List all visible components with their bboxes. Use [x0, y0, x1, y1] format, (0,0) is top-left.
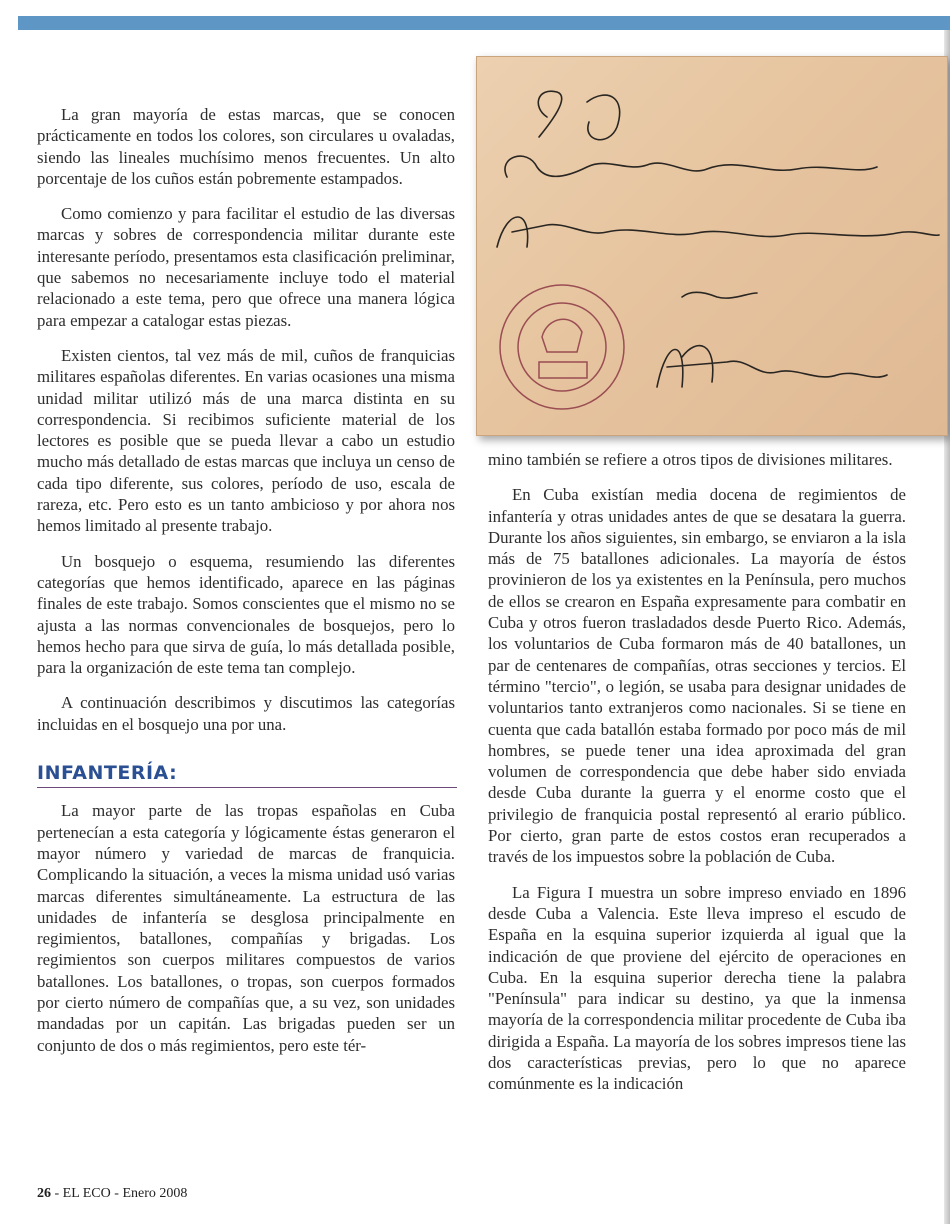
military-envelope-figure: [476, 56, 948, 436]
right-column: [488, 449, 906, 1109]
paragraph: Como comienzo y para facilitar el estudio de las diversas marcas y sobres de correspondencia militar durante este interesante período, presentamos esta clasificación preliminar, que sabemos no necesariamente incluye todo el material relacionado a este tema, pero que ofrece una manera lógica para empezar a catalogar estas piezas.: [37, 204, 455, 330]
paragraph: A continuación describimos y discutimos las categorías incluidas en el bosquejo una por una.: [37, 693, 455, 734]
handwriting-stroke: [682, 292, 757, 298]
handwriting-stroke: [587, 95, 620, 140]
top-color-bar: [18, 16, 950, 30]
paragraph: mino también se refiere a otros tipos de divisiones militares.: [488, 450, 893, 469]
paragraph: La gran mayoría de estas marcas, que se conocen prácticamente en todos los colores, son circulares u ovaladas, siendo las lineales muchísimo menos frecuentes. Un alto porcentaje de los cuños están pobremente estampados.: [37, 105, 455, 188]
page-number: 26: [37, 1186, 51, 1201]
paragraph: La mayor parte de las tropas españolas en Cuba pertenecían a esta categoría y lógicamente éstas generaron el mayor número y variedad de marcas de franquicia. Complicando la situación, a veces la misma unidad usó varias marcas diferentes simultáneamente. La estructura de las unidades de infantería se desglosa principalmente en regimientos, batallones, compañías y brigadas. Los regimientos son cuerpos militares compuestos de varios batallones. Los batallones, o tropas, son cuerpos formados por cierto número de compañías que, a su vez, son unidades mandadas por un capitán. Las brigadas pueden ser un conjunto de dos o más regimientos, pero este tér-: [37, 801, 455, 1055]
page-footer: [37, 1186, 187, 1202]
paragraph: Un bosquejo o esquema, resumiendo las diferentes categorías que hemos identificado, aparece en las páginas finales de este trabajo. Somos conscientes que el mismo no se ajusta a las normas convencionales de bosquejos, pero lo hemos hecho para que sirva de guía, lo más detallada posible, para la organización de este tema tan complejo.: [37, 551, 455, 678]
handwriting-stroke: [497, 217, 939, 247]
paragraph: Existen cientos, tal vez más de mil, cuños de franquicias militares españolas diferentes. En varias ocasiones una misma unidad militar utilizó más de una marca distinta en su correspondencia. Si recibimos suficiente material de los lectores es posible que se pueda llevar a cabo un estudio mucho más detallado de estas marcas que incluya un censo de cada tipo diferente, sus colores, período de uso, escala de rareza, etc. Pero esto es un tanto ambicioso y por ahora nos hemos limitado al presente trabajo.: [37, 345, 455, 536]
envelope-artwork: [477, 57, 947, 435]
section-heading-infanteria: INFANTERÍA:: [37, 763, 457, 788]
paragraph: La Figura I muestra un sobre impreso enviado en 1896 desde Cuba a Valencia. Este lleva impreso el escudo de España en la esquina superior izquierda al igual que la indicación de que proviene del ejército de operaciones en Cuba. En la esquina superior derecha tiene la palabra "Península" para indicar su destino, ya que la inmensa mayoría de la correspondencia militar procedente de Cuba iba dirigida a España. La mayoría de los sobres impresos tiene las dos características previas, pero lo que no aparece comúnmente es la indicación: [488, 882, 906, 1094]
regiment-stamp: [500, 285, 624, 409]
handwriting-stroke: [657, 346, 887, 387]
publication-name: EL ECO: [62, 1186, 111, 1201]
issue-date: Enero 2008: [122, 1186, 188, 1201]
handwriting-stroke: [505, 156, 877, 177]
handwriting-stroke: [538, 91, 561, 137]
footer-separator: -: [114, 1186, 123, 1201]
left-column: [37, 104, 455, 1070]
footer-separator: -: [54, 1186, 63, 1201]
paragraph: En Cuba existían media docena de regimientos de infantería y otras unidades antes de que se desatara la guerra. Durante los años siguientes, sin embargo, se enviaron a la isla más de 75 batallones adicionales. La mayoría de éstos provinieron de los ya existentes en la Península, pero muchos de ellos se crearon en España expresamente para combatir en Cuba y otros fueron trasladados desde Puerto Rico. Además, los voluntarios de Cuba formaron más de 40 batallones, un par de centenares de compañías, otras secciones y tercios. El término "tercio", o legión, se usaba para designar unidades de voluntarios tanto extranjeros como nacionales. Si se tiene en cuenta que cada batallón estaba formado por poco más de mil hombres, se puede tener una idea aproximada del gran volumen de correspondencia que debe haber sido enviada desde Cuba durante la guerra y el enorme costo que el privilegio de franquicia postal representó al erario público. Por cierto, gran parte de estos costos eran recuperados a través de los impuestos sobre la población de Cuba.: [488, 485, 906, 867]
